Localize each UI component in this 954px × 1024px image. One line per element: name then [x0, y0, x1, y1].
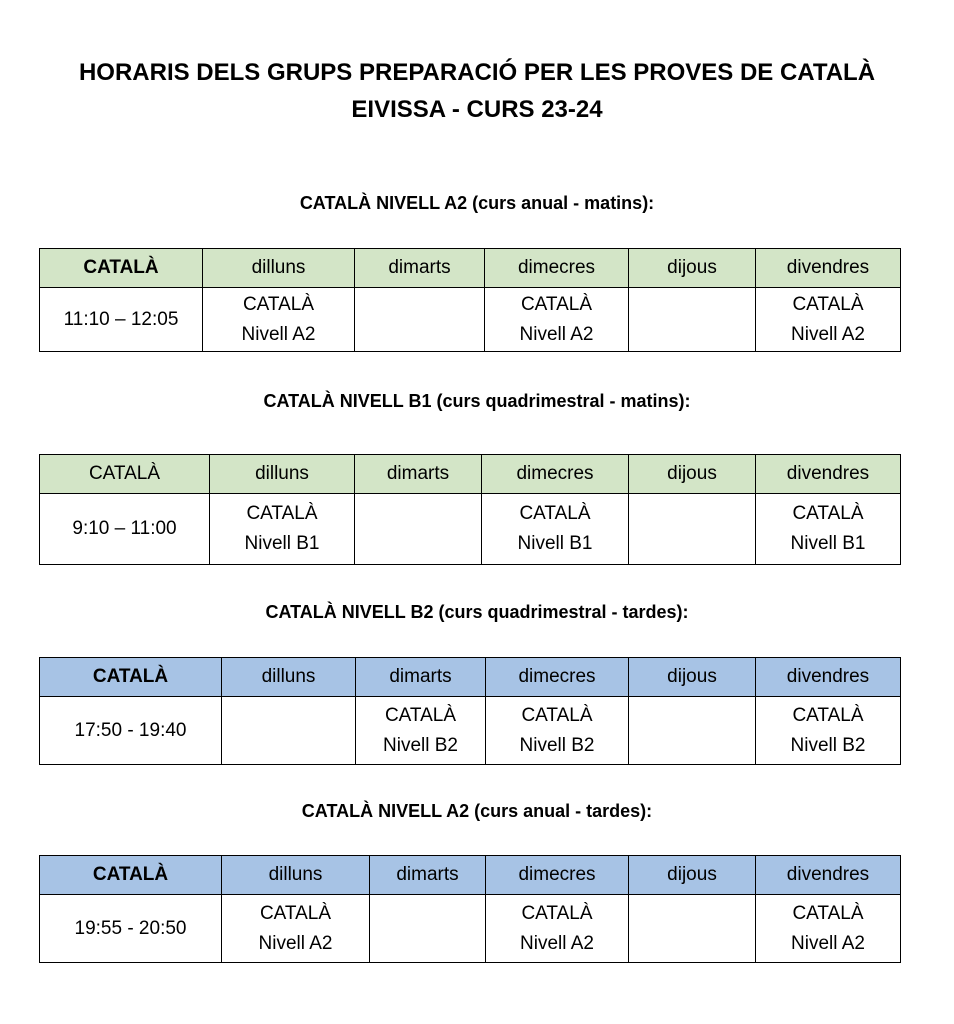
day-header: dimecres	[486, 658, 629, 697]
schedule-table-a2-matins	[39, 248, 901, 352]
corner-cell: CATALÀ	[40, 856, 222, 895]
title-line-2: EIVISSA - CURS 23-24	[351, 96, 603, 123]
class-cell: CATALÀ Nivell B2	[756, 697, 901, 765]
time-cell: 17:50 - 19:40	[40, 697, 222, 765]
time-cell: 9:10 – 11:00	[40, 494, 210, 565]
class-cell: CATALÀ Nivell A2	[756, 895, 901, 963]
corner-cell: CATALÀ	[40, 455, 210, 494]
section-title-b1-matins: CATALÀ NIVELL B1 (curs quadrimestral - matins):	[263, 391, 691, 411]
day-header: dilluns	[222, 658, 356, 697]
class-cell: CATALÀ Nivell B2	[486, 697, 629, 765]
day-header: dimarts	[355, 249, 485, 288]
class-cell: CATALÀ Nivell A2	[203, 288, 355, 352]
class-cell: CATALÀ Nivell B2	[356, 697, 486, 765]
corner-cell: CATALÀ	[40, 658, 222, 697]
day-header: dijous	[629, 658, 756, 697]
day-header: dijous	[629, 856, 756, 895]
day-header: dimarts	[356, 658, 486, 697]
table-header-row	[40, 658, 901, 697]
table-header-row	[40, 856, 901, 895]
time-cell: 19:55 - 20:50	[40, 895, 222, 963]
class-cell: CATALÀ Nivell B1	[210, 494, 355, 565]
day-header: divendres	[756, 455, 901, 494]
class-cell: CATALÀ Nivell B1	[756, 494, 901, 565]
class-cell: CATALÀ Nivell A2	[756, 288, 901, 352]
table-row	[40, 697, 901, 765]
table-header-row	[40, 455, 901, 494]
table-row	[40, 895, 901, 963]
day-header: dilluns	[203, 249, 355, 288]
time-cell: 11:10 – 12:05	[40, 288, 203, 352]
day-header: divendres	[756, 856, 901, 895]
schedule-table-a2-tardes	[39, 855, 901, 963]
class-cell	[222, 697, 356, 765]
class-cell: CATALÀ Nivell B1	[482, 494, 629, 565]
class-cell	[629, 288, 756, 352]
day-header: dilluns	[210, 455, 355, 494]
class-cell	[370, 895, 486, 963]
section-title-a2-tardes: CATALÀ NIVELL A2 (curs anual - tardes):	[301, 801, 653, 821]
day-header: dimarts	[355, 455, 482, 494]
section-title-b2-tardes: CATALÀ NIVELL B2 (curs quadrimestral - tardes):	[265, 602, 689, 622]
schedule-table-b1-matins	[39, 454, 901, 565]
table-row	[40, 288, 901, 352]
class-cell	[355, 288, 485, 352]
section-title-a2-matins: CATALÀ NIVELL A2 (curs anual - matins):	[299, 193, 655, 213]
schedule-table-b2-tardes	[39, 657, 901, 765]
day-header: dilluns	[222, 856, 370, 895]
table-header-row	[40, 249, 901, 288]
day-header: dimecres	[485, 249, 629, 288]
class-cell	[629, 697, 756, 765]
class-cell	[355, 494, 482, 565]
page-title	[0, 54, 954, 128]
class-cell: CATALÀ Nivell A2	[222, 895, 370, 963]
corner-cell: CATALÀ	[40, 249, 203, 288]
title-line-1: HORARIS DELS GRUPS PREPARACIÓ PER LES PROVES DE CATALÀ	[78, 59, 876, 86]
day-header: dimecres	[486, 856, 629, 895]
day-header: dijous	[629, 455, 756, 494]
class-cell	[629, 895, 756, 963]
class-cell	[629, 494, 756, 565]
table-row	[40, 494, 901, 565]
day-header: divendres	[756, 658, 901, 697]
day-header: divendres	[756, 249, 901, 288]
class-cell: CATALÀ Nivell A2	[486, 895, 629, 963]
day-header: dimecres	[482, 455, 629, 494]
day-header: dijous	[629, 249, 756, 288]
day-header: dimarts	[370, 856, 486, 895]
class-cell: CATALÀ Nivell A2	[485, 288, 629, 352]
